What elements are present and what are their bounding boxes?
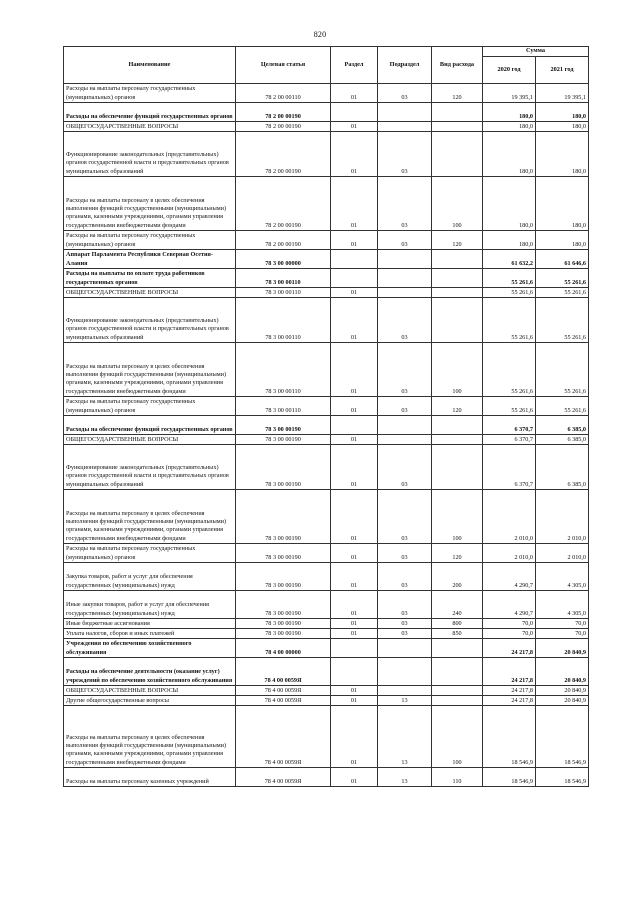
cell-expense-type (432, 298, 483, 343)
column-header-section: Раздел (331, 47, 378, 84)
cell-expense-type: 120 (432, 231, 483, 250)
cell-expense-type (432, 269, 483, 288)
cell-name: ОБЩЕГОСУДАРСТВЕННЫЕ ВОПРОСЫ (64, 686, 236, 696)
cell-subsection (378, 639, 432, 658)
cell-target: 78 3 00 00110 (236, 397, 331, 416)
cell-target: 78 4 00 00000 (236, 639, 331, 658)
cell-section: 01 (331, 132, 378, 177)
cell-subsection: 03 (378, 231, 432, 250)
cell-section: 01 (331, 231, 378, 250)
cell-section: 01 (331, 490, 378, 544)
cell-value-2020: 6 370,7 (483, 445, 536, 490)
table-body (64, 84, 589, 787)
cell-section: 01 (331, 298, 378, 343)
cell-subsection (378, 288, 432, 298)
cell-target: 78 3 00 00110 (236, 343, 331, 397)
cell-value-2020: 55 261,6 (483, 343, 536, 397)
cell-value-2020: 4 290,7 (483, 563, 536, 591)
table-row (64, 132, 589, 177)
cell-value-2021: 19 395,1 (536, 84, 589, 103)
cell-value-2020: 2 010,0 (483, 544, 536, 563)
cell-name: Расходы на выплаты персоналу государственных (муниципальных) органов (64, 397, 236, 416)
cell-target: 78 4 00 0059Я (236, 686, 331, 696)
cell-value-2021: 6 385,0 (536, 416, 589, 435)
cell-expense-type: 240 (432, 591, 483, 619)
cell-subsection: 03 (378, 132, 432, 177)
cell-section: 01 (331, 686, 378, 696)
cell-section: 01 (331, 706, 378, 768)
cell-name: Учреждения по обеспечению хозяйственного обслуживания (64, 639, 236, 658)
cell-subsection (378, 435, 432, 445)
table-row (64, 696, 589, 706)
table-row (64, 231, 589, 250)
cell-section (331, 103, 378, 122)
cell-value-2021: 20 840,9 (536, 696, 589, 706)
cell-name: Расходы на выплаты персоналу государственных (муниципальных) органов (64, 544, 236, 563)
cell-name: Расходы на выплаты по оплате труда работников государственных органов (64, 269, 236, 288)
table-row (64, 768, 589, 787)
cell-value-2020: 180,0 (483, 177, 536, 231)
cell-value-2021: 20 840,9 (536, 658, 589, 686)
cell-name: Расходы на выплаты персоналу в целях обеспечения выполнения функций государственными (муниципальными) органами, казенными учреждениями, органами управления государственными внебюджетными фондами (64, 490, 236, 544)
cell-section: 01 (331, 343, 378, 397)
cell-expense-type (432, 103, 483, 122)
cell-name: Расходы на выплаты персоналу в целях обеспечения выполнения функций государственными (муниципальными) органами, казенными учреждениями, органами управления государственными внебюджетными фондами (64, 706, 236, 768)
cell-subsection (378, 103, 432, 122)
cell-expense-type: 120 (432, 544, 483, 563)
cell-expense-type: 120 (432, 84, 483, 103)
cell-section: 01 (331, 84, 378, 103)
budget-table (63, 46, 589, 787)
cell-value-2021: 55 261,6 (536, 343, 589, 397)
cell-subsection (378, 250, 432, 269)
cell-subsection: 13 (378, 706, 432, 768)
table-row (64, 250, 589, 269)
cell-name: Расходы на выплаты персоналу государственных (муниципальных) органов (64, 84, 236, 103)
cell-value-2021: 180,0 (536, 132, 589, 177)
cell-value-2020: 180,0 (483, 122, 536, 132)
cell-subsection: 03 (378, 544, 432, 563)
cell-value-2020: 55 261,6 (483, 298, 536, 343)
cell-expense-type (432, 288, 483, 298)
cell-target: 78 3 00 00190 (236, 591, 331, 619)
cell-section: 01 (331, 177, 378, 231)
cell-target: 78 3 00 00190 (236, 435, 331, 445)
table-row (64, 269, 589, 288)
cell-target: 78 4 00 0059Я (236, 696, 331, 706)
cell-value-2021: 4 305,0 (536, 563, 589, 591)
cell-name: Иные закупки товаров, работ и услуг для обеспечения государственных (муниципальных) нужд (64, 591, 236, 619)
table-row (64, 343, 589, 397)
cell-value-2021: 180,0 (536, 177, 589, 231)
column-header-expense-type: Вид расхода (432, 47, 483, 84)
cell-name: Другие общегосударственные вопросы (64, 696, 236, 706)
cell-value-2021: 6 385,0 (536, 445, 589, 490)
cell-name: Закупка товаров, работ и услуг для обеспечения государственных (муниципальных) нужд (64, 563, 236, 591)
cell-name: Функционирование законодательных (представительных) органов государственной власти и представительных органов муниципальных образований (64, 445, 236, 490)
cell-expense-type: 100 (432, 490, 483, 544)
table-row (64, 177, 589, 231)
cell-expense-type: 100 (432, 706, 483, 768)
table-row (64, 490, 589, 544)
cell-value-2021: 180,0 (536, 103, 589, 122)
table-row (64, 122, 589, 132)
cell-section (331, 658, 378, 686)
column-header-target: Целевая статья (236, 47, 331, 84)
cell-value-2021: 180,0 (536, 122, 589, 132)
cell-section: 01 (331, 696, 378, 706)
table-row (64, 629, 589, 639)
cell-target: 78 4 00 0059Я (236, 706, 331, 768)
cell-value-2020: 55 261,6 (483, 269, 536, 288)
cell-value-2021: 2 010,0 (536, 544, 589, 563)
cell-target: 78 3 00 00190 (236, 416, 331, 435)
cell-name: Расходы на выплаты персоналу казенных учреждений (64, 768, 236, 787)
cell-target: 78 3 00 00190 (236, 619, 331, 629)
cell-expense-type: 200 (432, 563, 483, 591)
cell-value-2020: 24 217,8 (483, 696, 536, 706)
cell-value-2020: 24 217,8 (483, 639, 536, 658)
cell-value-2020: 55 261,6 (483, 288, 536, 298)
cell-subsection: 03 (378, 619, 432, 629)
cell-subsection (378, 686, 432, 696)
cell-expense-type (432, 658, 483, 686)
cell-section: 01 (331, 288, 378, 298)
table-row (64, 445, 589, 490)
column-header-sum: Сумма (483, 47, 589, 57)
cell-target: 78 2 00 00190 (236, 231, 331, 250)
cell-subsection: 03 (378, 177, 432, 231)
column-header-2021: 2021 год (536, 57, 589, 84)
cell-expense-type (432, 435, 483, 445)
cell-value-2021: 18 546,9 (536, 706, 589, 768)
cell-value-2021: 55 261,6 (536, 288, 589, 298)
table-row (64, 619, 589, 629)
cell-target: 78 2 00 00110 (236, 84, 331, 103)
cell-expense-type (432, 416, 483, 435)
table-row (64, 416, 589, 435)
cell-value-2021: 18 546,9 (536, 768, 589, 787)
cell-name: ОБЩЕГОСУДАРСТВЕННЫЕ ВОПРОСЫ (64, 122, 236, 132)
cell-subsection: 03 (378, 445, 432, 490)
cell-target: 78 3 00 00190 (236, 629, 331, 639)
cell-subsection: 13 (378, 768, 432, 787)
cell-expense-type (432, 122, 483, 132)
cell-subsection: 03 (378, 591, 432, 619)
cell-section: 01 (331, 544, 378, 563)
cell-value-2020: 24 217,8 (483, 658, 536, 686)
cell-target: 78 2 00 00190 (236, 132, 331, 177)
table-row (64, 84, 589, 103)
cell-subsection (378, 658, 432, 686)
cell-expense-type (432, 639, 483, 658)
cell-value-2020: 24 217,8 (483, 686, 536, 696)
cell-expense-type: 850 (432, 629, 483, 639)
column-header-2020: 2020 год (483, 57, 536, 84)
table-row (64, 706, 589, 768)
cell-value-2021: 55 261,6 (536, 397, 589, 416)
cell-name: Расходы на выплаты персоналу в целях обеспечения выполнения функций государственными (муниципальными) органами, казенными учреждениями, органами управления государственными внебюджетными фондами (64, 177, 236, 231)
cell-value-2021: 70,0 (536, 619, 589, 629)
cell-subsection: 03 (378, 343, 432, 397)
cell-expense-type: 100 (432, 343, 483, 397)
table-row (64, 563, 589, 591)
cell-subsection: 03 (378, 563, 432, 591)
cell-subsection: 03 (378, 84, 432, 103)
cell-expense-type (432, 132, 483, 177)
cell-section: 01 (331, 122, 378, 132)
cell-expense-type (432, 445, 483, 490)
cell-value-2020: 70,0 (483, 619, 536, 629)
cell-value-2020: 180,0 (483, 103, 536, 122)
cell-expense-type: 100 (432, 177, 483, 231)
cell-value-2021: 180,0 (536, 231, 589, 250)
cell-value-2020: 70,0 (483, 629, 536, 639)
cell-section (331, 269, 378, 288)
cell-subsection: 03 (378, 397, 432, 416)
cell-value-2020: 180,0 (483, 231, 536, 250)
cell-target: 78 2 00 00190 (236, 122, 331, 132)
cell-name: Расходы на выплаты персоналу государственных (муниципальных) органов (64, 231, 236, 250)
cell-target: 78 3 00 00190 (236, 563, 331, 591)
column-header-name: Наименование (64, 47, 236, 84)
table-row (64, 288, 589, 298)
cell-section: 01 (331, 768, 378, 787)
cell-section: 01 (331, 397, 378, 416)
cell-value-2021: 2 010,0 (536, 490, 589, 544)
cell-value-2020: 18 546,9 (483, 768, 536, 787)
column-header-subsection: Подраздел (378, 47, 432, 84)
cell-target: 78 4 00 0059Я (236, 768, 331, 787)
cell-section: 01 (331, 629, 378, 639)
cell-name: Расходы на обеспечение деятельности (оказание услуг) учреждений по обеспечению хозяйственного обслуживания (64, 658, 236, 686)
cell-value-2021: 61 646,6 (536, 250, 589, 269)
cell-subsection (378, 416, 432, 435)
cell-value-2020: 4 290,7 (483, 591, 536, 619)
cell-target: 78 4 00 0059Я (236, 658, 331, 686)
cell-name: Аппарат Парламента Республики Северная Осетия-Алания (64, 250, 236, 269)
cell-subsection: 03 (378, 298, 432, 343)
cell-value-2021: 55 261,6 (536, 298, 589, 343)
cell-value-2021: 6 385,0 (536, 435, 589, 445)
cell-name: ОБЩЕГОСУДАРСТВЕННЫЕ ВОПРОСЫ (64, 435, 236, 445)
cell-section: 01 (331, 435, 378, 445)
cell-target: 78 3 00 00190 (236, 490, 331, 544)
page-number: 820 (313, 30, 327, 39)
table-row (64, 435, 589, 445)
table-row (64, 591, 589, 619)
cell-section: 01 (331, 591, 378, 619)
cell-target: 78 3 00 00110 (236, 298, 331, 343)
cell-name: Иные бюджетные ассигнования (64, 619, 236, 629)
cell-target: 78 3 00 00110 (236, 269, 331, 288)
table-row (64, 686, 589, 696)
cell-name: Расходы на обеспечение функций государственных органов (64, 103, 236, 122)
cell-value-2020: 6 370,7 (483, 435, 536, 445)
cell-target: 78 2 00 00190 (236, 103, 331, 122)
cell-value-2020: 18 546,9 (483, 706, 536, 768)
table-row (64, 639, 589, 658)
cell-target: 78 3 00 00000 (236, 250, 331, 269)
table-row (64, 103, 589, 122)
cell-value-2021: 20 840,9 (536, 639, 589, 658)
cell-name: Функционирование законодательных (представительных) органов государственной власти и представительных органов муниципальных образований (64, 132, 236, 177)
cell-target: 78 3 00 00190 (236, 544, 331, 563)
cell-section (331, 639, 378, 658)
cell-subsection: 03 (378, 629, 432, 639)
table-row (64, 298, 589, 343)
cell-name: Уплата налогов, сборов и иных платежей (64, 629, 236, 639)
cell-value-2020: 19 395,1 (483, 84, 536, 103)
table-row (64, 658, 589, 686)
cell-subsection: 13 (378, 696, 432, 706)
cell-section: 01 (331, 619, 378, 629)
cell-value-2021: 20 840,9 (536, 686, 589, 696)
cell-value-2021: 70,0 (536, 629, 589, 639)
table-row (64, 544, 589, 563)
cell-value-2020: 61 632,2 (483, 250, 536, 269)
cell-target: 78 2 00 00190 (236, 177, 331, 231)
cell-value-2021: 55 261,6 (536, 269, 589, 288)
cell-expense-type (432, 250, 483, 269)
cell-name: Расходы на обеспечение функций государственных органов (64, 416, 236, 435)
cell-subsection (378, 269, 432, 288)
cell-expense-type (432, 686, 483, 696)
cell-expense-type: 110 (432, 768, 483, 787)
cell-section (331, 250, 378, 269)
cell-value-2020: 180,0 (483, 132, 536, 177)
cell-value-2020: 2 010,0 (483, 490, 536, 544)
cell-section (331, 416, 378, 435)
cell-expense-type: 120 (432, 397, 483, 416)
cell-value-2020: 6 370,7 (483, 416, 536, 435)
cell-value-2020: 55 261,6 (483, 397, 536, 416)
cell-value-2021: 4 305,0 (536, 591, 589, 619)
cell-name: ОБЩЕГОСУДАРСТВЕННЫЕ ВОПРОСЫ (64, 288, 236, 298)
cell-section: 01 (331, 445, 378, 490)
cell-target: 78 3 00 00190 (236, 445, 331, 490)
cell-section: 01 (331, 563, 378, 591)
cell-expense-type (432, 696, 483, 706)
cell-name: Функционирование законодательных (представительных) органов государственной власти и представительных органов муниципальных образований (64, 298, 236, 343)
cell-expense-type: 800 (432, 619, 483, 629)
cell-name: Расходы на выплаты персоналу в целях обеспечения выполнения функций государственными (муниципальными) органами, казенными учреждениями, органами управления государственными внебюджетными фондами (64, 343, 236, 397)
cell-target: 78 3 00 00110 (236, 288, 331, 298)
table-row (64, 397, 589, 416)
cell-subsection: 03 (378, 490, 432, 544)
cell-subsection (378, 122, 432, 132)
